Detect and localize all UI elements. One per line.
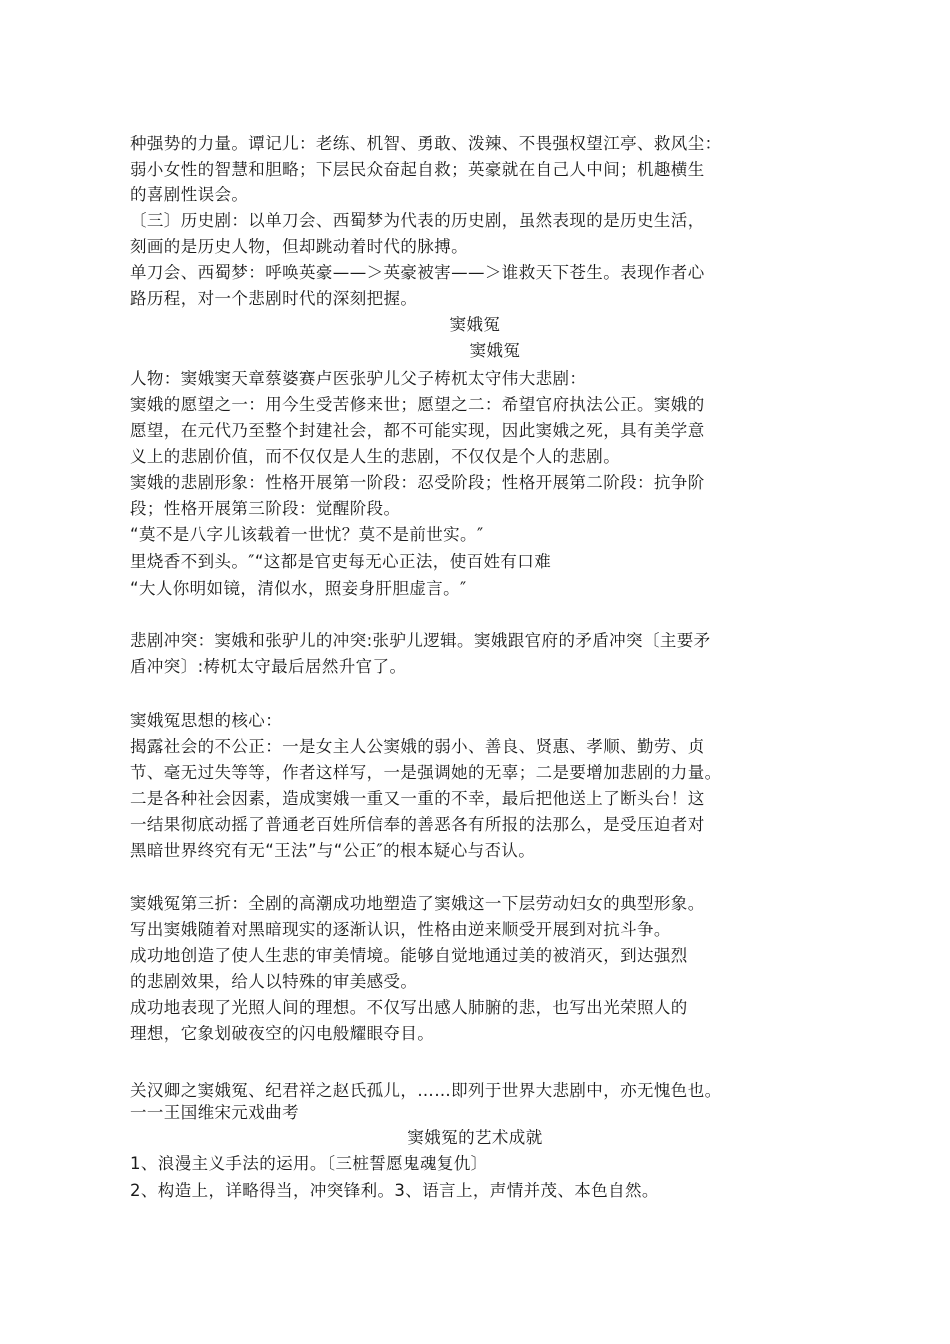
text-line: 揭露社会的不公正：一是女主人公窦娥的弱小、善良、贤惠、孝顺、勤劳、贞 xyxy=(130,737,705,756)
text-line: 二是各种社会因素，造成窦娥一重又一重的不幸，最后把他送上了断头台！这 xyxy=(130,789,705,808)
quote-line: “大人你明如镜，清似水，照妾身肝胆虚言。″ xyxy=(130,579,467,598)
text-line: 关汉卿之窦娥冤、纪君祥之赵氏孤儿，……即列于世界大悲剧中，亦无愧色也。 xyxy=(130,1081,722,1100)
quote-line: 里烧香不到头。″“这都是官吏每无心正法，使百姓有口难 xyxy=(130,552,552,571)
citation-line: 一一王国维宋元戏曲考 xyxy=(130,1103,299,1122)
text-line: 弱小女性的智慧和胆略；下层民众奋起自救；英豪就在自己人中间；机趣横生 xyxy=(130,160,705,179)
section-subheading: 窦娥冤 xyxy=(469,341,521,360)
text-line: 悲剧冲突：窦娥和张驴儿的冲突:张驴儿逻辑。窦娥跟官府的矛盾冲突〔主要矛 xyxy=(130,631,711,650)
text-line: 的喜剧性误会。 xyxy=(130,185,249,204)
text-line: 义上的悲剧价值，而不仅仅是人生的悲剧，不仅仅是个人的悲剧。 xyxy=(130,447,621,466)
section-heading: 窦娥冤的艺术成就 xyxy=(407,1128,543,1147)
text-line: 窦娥冤思想的核心： xyxy=(130,711,283,730)
section-heading: 窦娥冤 xyxy=(449,315,501,334)
text-line: 理想，它象划破夜空的闪电般耀眼夺目。 xyxy=(130,1024,435,1043)
text-line: 刻画的是历史人物，但却跳动着时代的脉搏。 xyxy=(130,237,468,256)
text-line: 写出窦娥随着对黑暗现实的逐渐认识，性格由逆来顺受开展到对抗斗争。 xyxy=(130,920,671,939)
text-line: 窦娥的愿望之一：用今生受苦修来世；愿望之二：希望官府执法公正。窦娥的 xyxy=(130,395,705,414)
text-line: 的悲剧效果，给人以特殊的审美感受。 xyxy=(130,972,418,991)
list-item: 2、构造上，详略得当，冲突锋利。3、语言上，声情并茂、本色自然。 xyxy=(130,1181,659,1200)
text-line: 〔三〕历史剧：以单刀会、西蜀梦为代表的历史剧，虽然表现的是历史生活， xyxy=(130,211,705,230)
text-line: 人物：窦娥窦天章蔡婆赛卢医张驴儿父子梼杌太守伟大悲剧： xyxy=(130,369,587,388)
quote-line: “莫不是八字儿该载着一世忧？莫不是前世实。″ xyxy=(130,525,484,544)
text-line: 段；性格开展第三阶段：觉醒阶段。 xyxy=(130,499,401,518)
text-line: 窦娥冤第三折：全剧的高潮成功地塑造了窦娥这一下层劳动妇女的典型形象。 xyxy=(130,894,705,913)
text-line: 种强势的力量。谭记儿：老练、机智、勇敢、泼辣、不畏强权望江亭、救风尘： xyxy=(130,134,722,153)
list-item: 1、浪漫主义手法的运用。〔三桩誓愿鬼魂复仇〕 xyxy=(130,1154,488,1173)
text-line: 愿望，在元代乃至整个封建社会，都不可能实现，因此窦娥之死，具有美学意 xyxy=(130,421,705,440)
text-line: 路历程，对一个悲剧时代的深刻把握。 xyxy=(130,289,418,308)
text-line: 黑暗世界终究有无“王法”与“公正″的根本疑心与否认。 xyxy=(130,841,536,860)
text-line: 成功地表现了光照人间的理想。不仅写出感人肺腑的悲，也写出光荣照人的 xyxy=(130,998,688,1017)
text-line: 单刀会、西蜀梦：呼唤英豪——＞英豪被害——＞谁救天下苍生。表现作者心 xyxy=(130,263,705,282)
text-line: 一结果彻底动摇了普通老百姓所信奉的善恶各有所报的法那么，是受压迫者对 xyxy=(130,815,705,834)
text-line: 节、毫无过失等等，作者这样写，一是强调她的无辜；二是要增加悲剧的力量。 xyxy=(130,763,722,782)
text-line: 盾冲突〕:梼杌太守最后居然升官了。 xyxy=(130,657,407,676)
text-line: 成功地创造了使人生悲的审美情境。能够自觉地通过美的被消灭，到达强烈 xyxy=(130,946,688,965)
text-line: 窦娥的悲剧形象：性格开展第一阶段：忍受阶段；性格开展第二阶段：抗争阶 xyxy=(130,473,705,492)
